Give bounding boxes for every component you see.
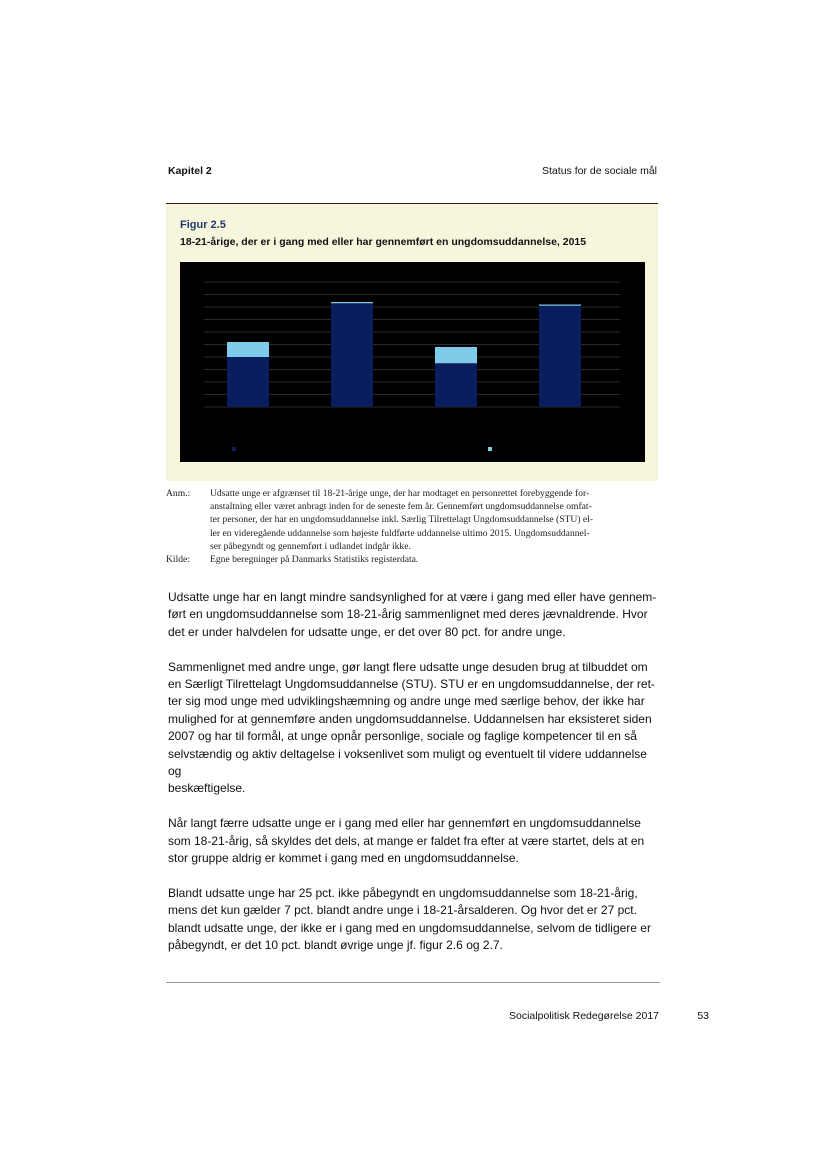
page-number: 53 xyxy=(697,1010,709,1022)
figure-box xyxy=(166,203,658,481)
bar-segment xyxy=(331,303,373,407)
anm-line: anstaltning eller været anbragt inden for de seneste fem år. Gennemført ungdomsuddannelse omfat- xyxy=(210,501,592,513)
footer-title: Socialpolitisk Redegørelse 2017 xyxy=(509,1010,659,1022)
paragraph-2 xyxy=(168,659,660,798)
bar-segment xyxy=(539,305,581,306)
text-line: blandt udsatte unge, der ikke er i gang med en ungdomsuddannelse, selvom de tidligere er xyxy=(168,920,651,935)
text-line: en Særligt Tilrettelagt Ungdomsuddannelse (STU). STU er en ungdomsuddannelse, der ret- xyxy=(168,677,655,692)
text-line: som 18-21-årig, så skyldes det dels, at mange er faldet fra efter at være startet, dels at en xyxy=(168,833,645,848)
chapter-label: Kapitel 2 xyxy=(168,165,212,177)
text-line: Blandt udsatte unge har 25 pct. ikke påbegyndt en ungdomsuddannelse som 18-21-årig, xyxy=(168,885,638,900)
text-line: ter sig mod unge med udviklingshæmning og andre unge med særlige behov, der ikke har xyxy=(168,694,645,709)
anm-text xyxy=(210,487,658,553)
text-line: påbegyndt, er det 10 pct. blandt øvrige unge jf. figur 2.6 og 2.7. xyxy=(168,938,503,953)
bar-segment xyxy=(539,306,581,407)
text-line: mulighed for at gennemføre anden ungdomsuddannelse. Uddannelsen har eksisteret siden xyxy=(168,711,652,726)
body-text xyxy=(168,589,660,972)
bar-segment xyxy=(435,363,477,407)
kilde-note xyxy=(166,553,658,566)
legend-marker xyxy=(488,447,492,451)
paragraph-3 xyxy=(168,815,660,867)
text-line: Udsatte unge har en langt mindre sandsynlighed for at være i gang med eller have gennem- xyxy=(168,590,657,604)
anm-note xyxy=(166,487,658,553)
kilde-text: Egne beregninger på Danmarks Statistiks registerdata. xyxy=(210,554,419,566)
anm-line: ser påbegyndt og gennemført i udlandet indgår ikke. xyxy=(210,540,411,552)
section-title: Status for de sociale mål xyxy=(542,165,657,177)
legend-marker xyxy=(232,447,236,451)
text-line: beskæftigelse. xyxy=(168,781,246,796)
figure-label: Figur 2.5 xyxy=(180,219,226,231)
text-line: det er under halvdelen for udsatte unge, er det over 80 pct. for andre unge. xyxy=(168,624,566,639)
footer-divider xyxy=(166,982,660,983)
text-line: mens det kun gælder 7 pct. blandt andre unge i 18-21-årsalderen. Og hvor det er 27 pct. xyxy=(168,903,637,918)
anm-line: ler en videregående uddannelse som højeste fuldførte uddannelse ultimo 2015. Ungdomsuddannel- xyxy=(210,527,590,539)
paragraph-4 xyxy=(168,885,660,955)
bar-segment xyxy=(331,302,373,303)
text-line: selvstændig og aktiv deltagelse i voksenlivet som muligt og eventuelt til videre uddannelse og xyxy=(168,746,647,779)
anm-line: Udsatte unge er afgrænset til 18-21-årige unge, der har modtaget en personrettet forebyggende for- xyxy=(210,488,590,499)
text-line: Når langt færre udsatte unge er i gang med eller har gennemført en ungdomsuddannelse xyxy=(168,816,641,831)
anm-line: ter personer, der har en ungdomsuddannelse inkl. Særlig Tilrettelagt Ungdomsuddannelse (STU) el- xyxy=(210,514,594,526)
kilde-label: Kilde: xyxy=(166,554,190,566)
figure-title: 18-21-årige, der er i gang med eller har gennemført en ungdomsuddannelse, 2015 xyxy=(180,236,587,248)
bar-segment xyxy=(227,342,269,357)
anm-label: Anm.: xyxy=(166,488,191,499)
text-line: ført en ungdomsuddannelse som 18-21-årig sammenlignet med deres jævnaldrende. Hvor xyxy=(168,607,648,622)
bar-chart xyxy=(180,262,645,462)
text-line: 2007 og har til formål, at unge opnår personlige, sociale og faglige kompetencer til en så xyxy=(168,729,637,744)
text-line: stor gruppe aldrig er kommet i gang med en ungdomsuddannelse. xyxy=(168,851,519,866)
paragraph-1 xyxy=(168,589,660,641)
bar-segment xyxy=(435,347,477,363)
figure-notes xyxy=(166,487,658,566)
text-line: Sammenlignet med andre unge, gør langt flere udsatte unge desuden brug at tilbuddet om xyxy=(168,659,648,674)
bar-segment xyxy=(227,357,269,407)
chart-svg xyxy=(180,262,645,462)
